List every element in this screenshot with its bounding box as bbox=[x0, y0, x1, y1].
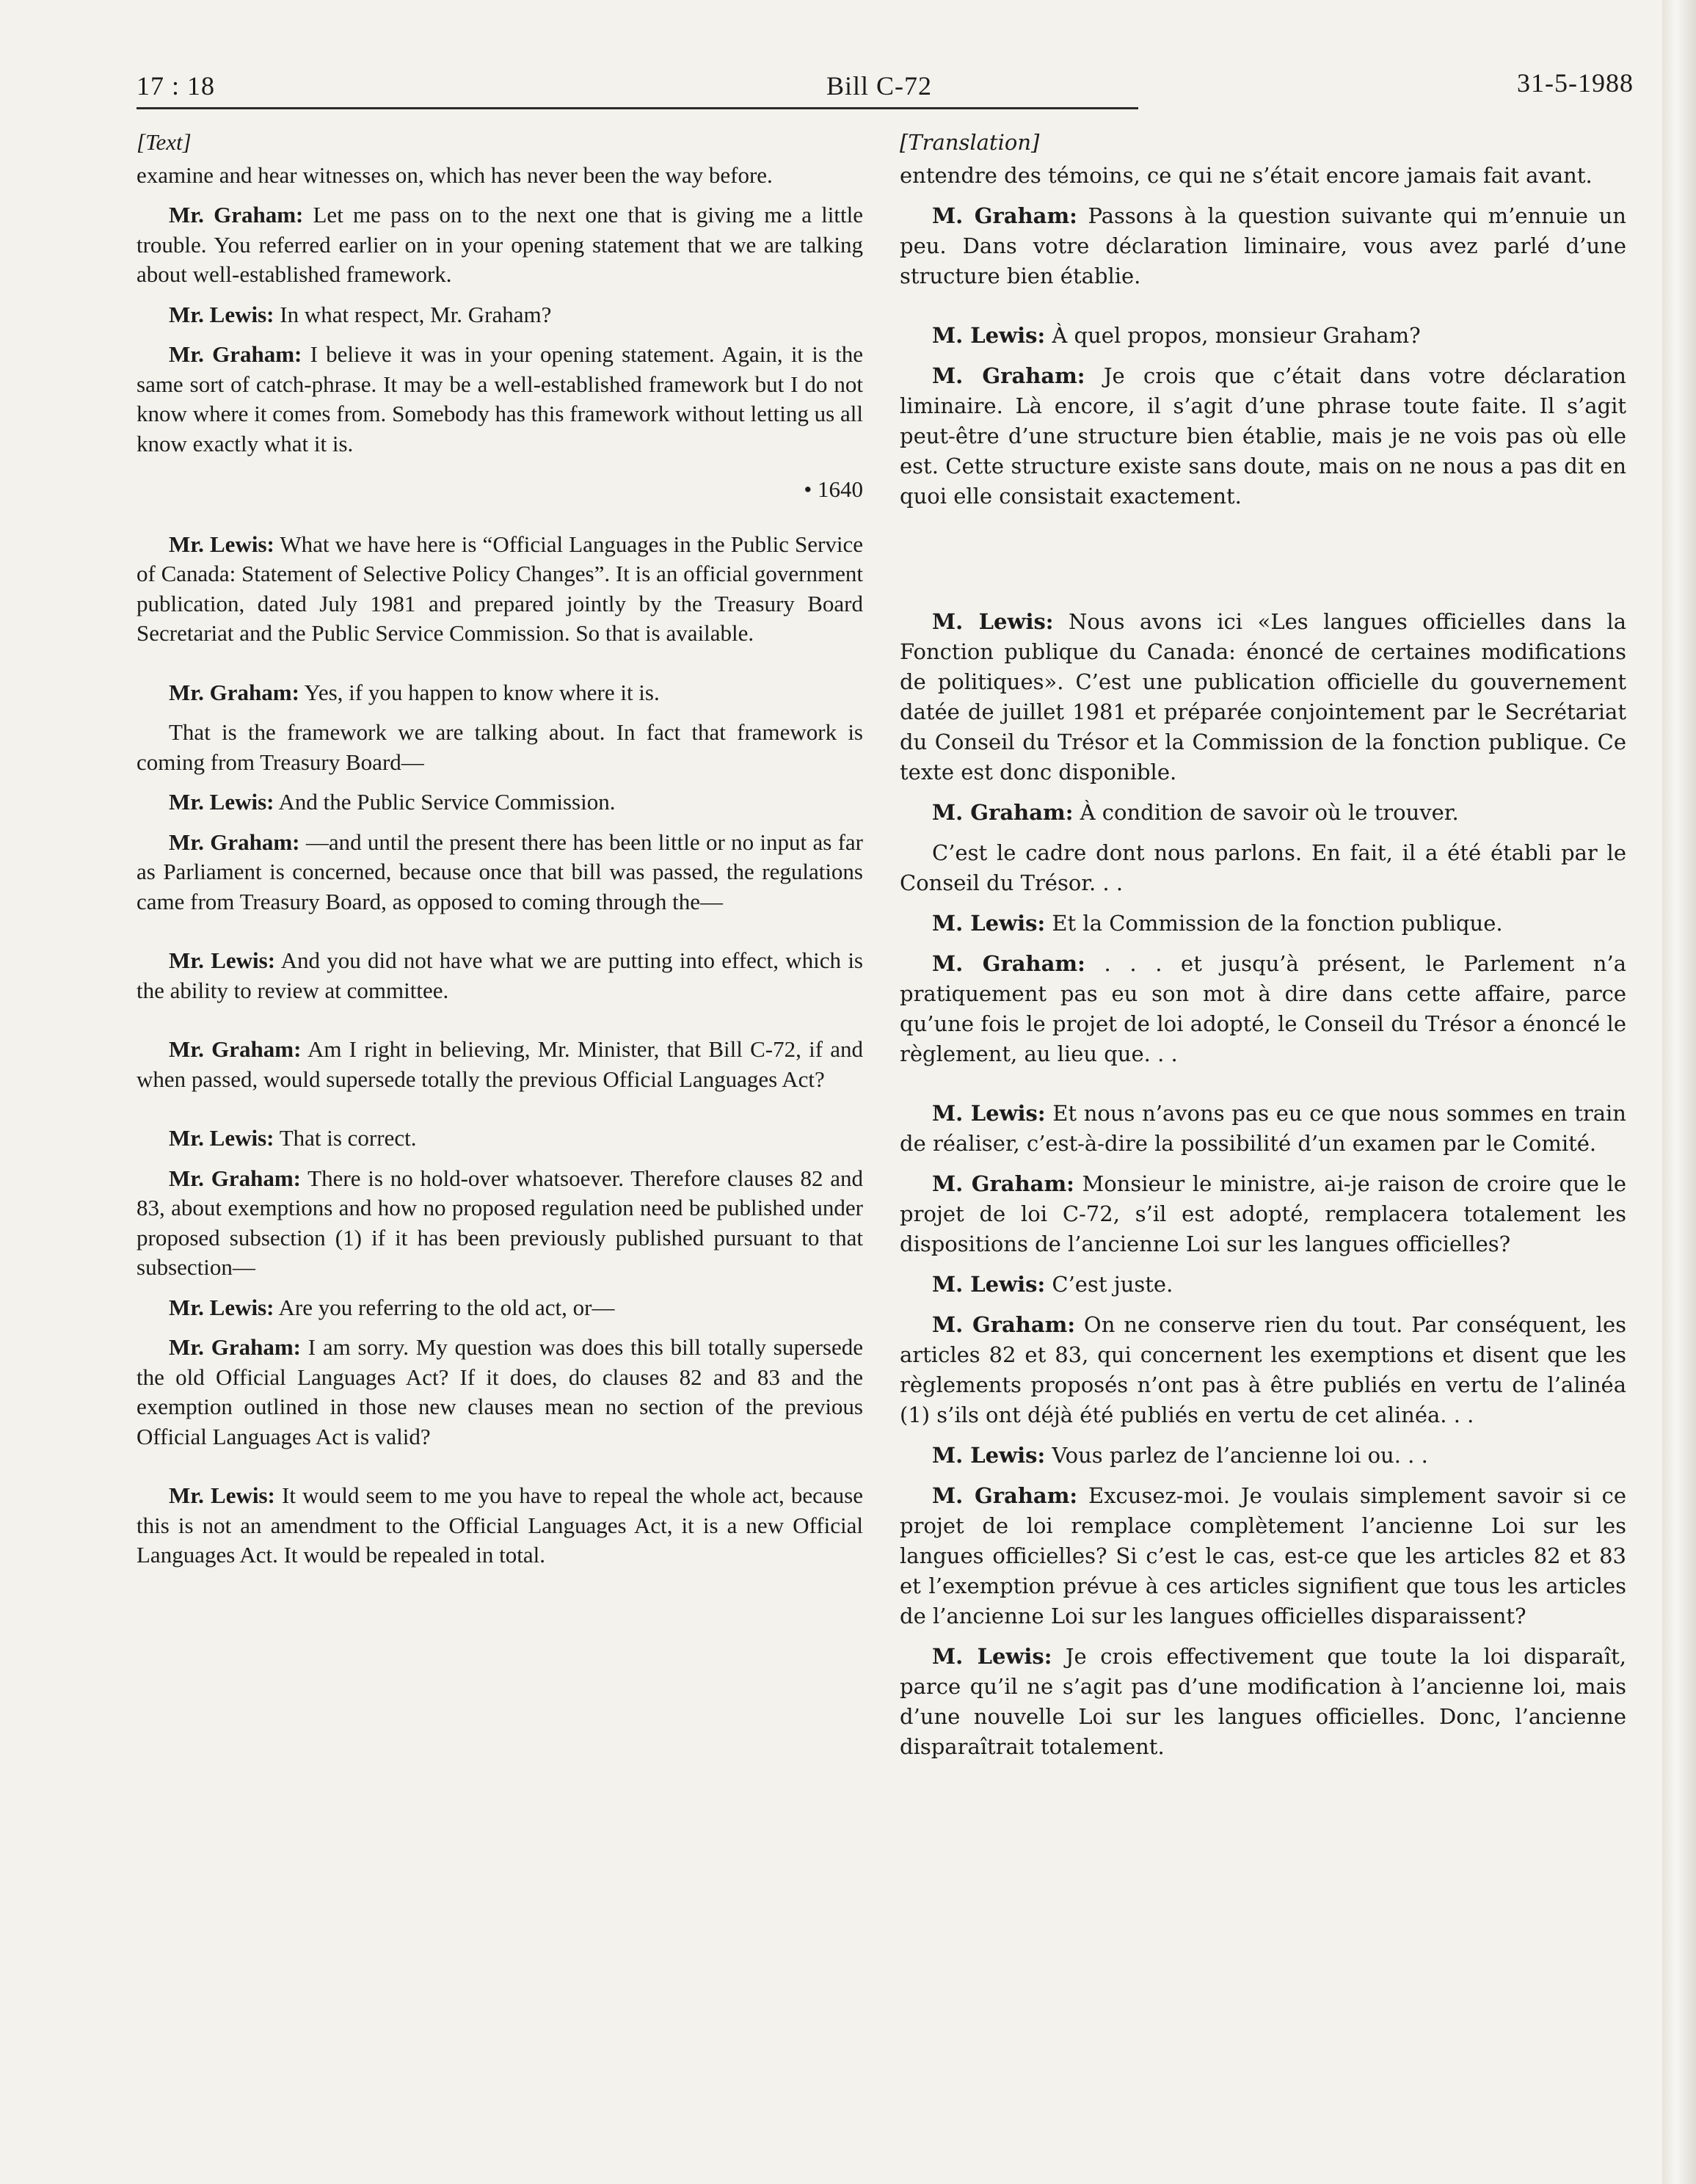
speech: Je crois effectivement que toute la loi disparaît, parce qu’il ne s’agit pas d’une modification à l’ancienne loi, mais d’une nouvelle Loi sur les langues officielles. Donc, l’ancienne disparaîtrait totalement. bbox=[900, 1644, 1626, 1759]
paragraph bbox=[900, 607, 1626, 787]
speech: Are you referring to the old act, or— bbox=[274, 1294, 615, 1320]
speech: . . . et jusqu’à présent, le Parlement n’a pratiquement pas eu son mot à dire dans cette affaire, parce qu’une fois le projet de loi adopté, le Conseil du Trésor a énoncé le règlement, au lieu que. . . bbox=[900, 951, 1626, 1066]
speaker: Mr. Lewis: bbox=[169, 1294, 274, 1320]
page-number: 17 : 18 bbox=[137, 71, 216, 101]
speech: There is no hold-over whatsoever. Therefore clauses 82 and 83, about exemptions and how no proposed regulation need be published under proposed subsection (1) if it has been previously published pursuant to that subsection— bbox=[137, 1165, 863, 1280]
speech: Yes, if you happen to know where it is. bbox=[299, 679, 660, 705]
speech: And the Public Service Commission. bbox=[274, 789, 616, 815]
paragraph bbox=[137, 1293, 863, 1323]
column-label-text: [Translation] bbox=[900, 130, 1040, 155]
speaker: M. Graham: bbox=[932, 1171, 1074, 1196]
paragraph bbox=[900, 949, 1626, 1069]
paragraph bbox=[137, 1333, 863, 1452]
speech: I am sorry. My question was does this bill totally supersede the old Official Languages Act? If it does, do clauses 82 and 83 and the exemption outlined in those new clauses mean no section of the previous Official Languages Act is valid? bbox=[137, 1334, 864, 1449]
speaker: Mr. Graham: bbox=[169, 829, 300, 855]
paragraph bbox=[900, 1270, 1626, 1300]
speech: À quel propos, monsieur Graham? bbox=[1045, 323, 1421, 348]
speaker: Mr. Graham: bbox=[169, 1165, 301, 1191]
speech: C’est le cadre dont nous parlons. En fait, il a été établi par le Conseil du Trésor. . . bbox=[900, 840, 1626, 895]
speech: —and until the present there has been little or no input as far as Parliament is concerned, because once that bill was passed, the regulations came from Treasury Board, as opposed to coming through the— bbox=[137, 829, 863, 914]
speech: That is correct. bbox=[274, 1125, 417, 1151]
page-date: 31-5-1988 bbox=[1517, 68, 1634, 98]
speaker: M. Graham: bbox=[932, 1312, 1076, 1337]
speaker: M. Graham: bbox=[932, 1483, 1078, 1508]
speaker: Mr. Graham: bbox=[169, 202, 304, 228]
paragraph bbox=[137, 678, 863, 708]
speaker: Mr. Lewis: bbox=[169, 789, 274, 815]
speaker: M. Graham: bbox=[932, 800, 1074, 825]
page-edge bbox=[1662, 0, 1696, 2184]
paragraph bbox=[900, 1642, 1626, 1762]
speech: Excusez-moi. Je voulais simplement savoir si ce projet de loi remplace complètement l’ancienne Loi sur les langues officielles? Si c’est le cas, est-ce que les articles 82 et 83 et l’exemption prévue à ces articles signifient que tous les articles de l’ancienne Loi sur les langues officielles disparaissent? bbox=[900, 1483, 1626, 1628]
continuation-paragraph: entendre des témoins, ce qui ne s’était encore jamais fait avant. bbox=[900, 163, 1593, 188]
paragraph bbox=[137, 718, 863, 777]
speaker: M. Graham: bbox=[932, 951, 1085, 976]
paragraph bbox=[900, 201, 1626, 291]
speaker: Mr. Graham: bbox=[169, 679, 299, 705]
paragraph bbox=[900, 361, 1626, 512]
speech: And you did not have what we are putting into effect, which is the ability to review at committee. bbox=[137, 947, 863, 1003]
column-label-text: [Text] bbox=[137, 129, 192, 155]
speech: À condition de savoir où le trouver. bbox=[1073, 800, 1459, 825]
paragraph bbox=[900, 321, 1626, 351]
speaker: Mr. Graham: bbox=[169, 341, 302, 367]
speech: Nous avons ici «Les langues officielles dans la Fonction publique du Canada: énoncé de certaines modifications de politiques». C’est une publication officielle du gouvernement datée de juillet 1981 et préparée conjointement par le Secrétariat du Conseil du Trésor et la Commission de la fonction publique. Ce texte est donc disponible. bbox=[900, 609, 1626, 785]
speech: Et la Commission de la fonction publique. bbox=[1045, 911, 1503, 936]
paragraph bbox=[137, 1164, 863, 1283]
paragraph bbox=[137, 1124, 863, 1154]
speech: Am I right in believing, Mr. Minister, that Bill C-72, if and when passed, would supersede totally the previous Official Languages Act? bbox=[137, 1036, 864, 1092]
paragraph bbox=[137, 1481, 863, 1570]
paragraph bbox=[900, 798, 1626, 828]
speech: Vous parlez de l’ancienne loi ou. . . bbox=[1045, 1443, 1428, 1468]
speech: What we have here is “Official Languages in the Public Service of Canada: Statement of Selective Policy Changes”. It is an official government publication, dated July 1981 and prepared jointly by the Treasury Board Secretariat and the Public Service Commission. So that is available. bbox=[137, 531, 863, 646]
timestamp: • 1640 bbox=[804, 476, 863, 502]
french-column bbox=[900, 128, 1626, 1772]
speech: Passons à la question suivante qui m’ennuie un peu. Dans votre déclaration liminaire, vous avez parlé d’une structure bien établie. bbox=[900, 203, 1626, 288]
paragraph bbox=[137, 828, 863, 917]
paragraph bbox=[137, 1035, 863, 1094]
paragraph bbox=[137, 787, 863, 818]
speaker: Mr. Graham: bbox=[169, 1036, 302, 1062]
speaker: Mr. Lewis: bbox=[169, 301, 274, 327]
speaker: Mr. Lewis: bbox=[169, 1125, 274, 1151]
paragraph bbox=[137, 200, 863, 290]
speaker: M. Lewis: bbox=[932, 1644, 1052, 1669]
speaker: M. Lewis: bbox=[932, 1443, 1046, 1468]
speech: Let me pass on to the next one that is giving me a little trouble. You referred earlier on in your opening statement that we are talking about well-established framework. bbox=[137, 202, 863, 287]
speech: On ne conserve rien du tout. Par conséquent, les articles 82 et 83, qui concernent les exemptions et disent que les règlements proposés n’ont pas à être publiés en vertu de l’alinéa (1) s’ils ont déjà été publiés en vertu de cet alinéa. . . bbox=[900, 1312, 1626, 1427]
speaker: Mr. Lewis: bbox=[169, 1482, 275, 1508]
speaker: M. Lewis: bbox=[932, 323, 1046, 348]
speaker: M. Lewis: bbox=[932, 609, 1054, 634]
document-page bbox=[137, 63, 1634, 2118]
continuation-paragraph: examine and hear witnesses on, which has never been the way before. bbox=[137, 161, 773, 188]
speaker: M. Lewis: bbox=[932, 911, 1046, 936]
paragraph bbox=[900, 1169, 1626, 1259]
speaker: M. Lewis: bbox=[932, 1272, 1046, 1297]
english-column bbox=[137, 128, 863, 1581]
paragraph bbox=[137, 946, 863, 1005]
header-rule bbox=[137, 107, 1138, 109]
speech: In what respect, Mr. Graham? bbox=[274, 301, 552, 327]
paragraph bbox=[900, 909, 1626, 939]
speaker: Mr. Graham: bbox=[169, 1334, 301, 1360]
paragraph bbox=[900, 838, 1626, 898]
speech: Et nous n’avons pas eu ce que nous sommes en train de réaliser, c’est-à-dire la possibilité d’un examen par le Comité. bbox=[900, 1101, 1626, 1156]
speaker: Mr. Lewis: bbox=[169, 947, 276, 973]
speech: It would seem to me you have to repeal the whole act, because this is not an amendment to the Official Languages Act, it is a new Official Languages Act. It would be repealed in total. bbox=[137, 1482, 864, 1568]
speaker: Mr. Lewis: bbox=[169, 531, 274, 557]
speech: I believe it was in your opening statement. Again, it is the same sort of catch-phrase. It may be a well-established framework but I do not know where it comes from. Somebody has this framework without letting us all know exactly what it is. bbox=[137, 341, 864, 456]
paragraph bbox=[137, 530, 863, 649]
speech: That is the framework we are talking about. In fact that framework is coming from Treasury Board— bbox=[137, 719, 863, 775]
speech: Je crois que c’était dans votre déclaration liminaire. Là encore, il s’agit d’une phrase toute faite. Il s’agit peut-être d’une structure bien établie, mais je ne vois pas où elle est. Cette structure existe sans doute, mais on ne nous a pas dit en quoi elle consistait exactement. bbox=[900, 363, 1626, 509]
speaker: M. Lewis: bbox=[932, 1101, 1046, 1126]
paragraph bbox=[900, 1099, 1626, 1159]
speech: C’est juste. bbox=[1045, 1272, 1173, 1297]
paragraph bbox=[900, 1481, 1626, 1631]
speaker: M. Graham: bbox=[932, 203, 1077, 228]
paragraph bbox=[900, 1441, 1626, 1471]
bill-title: Bill C-72 bbox=[826, 71, 933, 101]
speech: Monsieur le ministre, ai-je raison de croire que le projet de loi C-72, s’il est adopté, remplacera totalement les dispositions de l’ancienne Loi sur les langues officielles? bbox=[900, 1171, 1626, 1256]
paragraph bbox=[137, 300, 863, 330]
paragraph bbox=[137, 340, 863, 459]
speaker: M. Graham: bbox=[932, 363, 1085, 388]
paragraph bbox=[900, 1310, 1626, 1430]
